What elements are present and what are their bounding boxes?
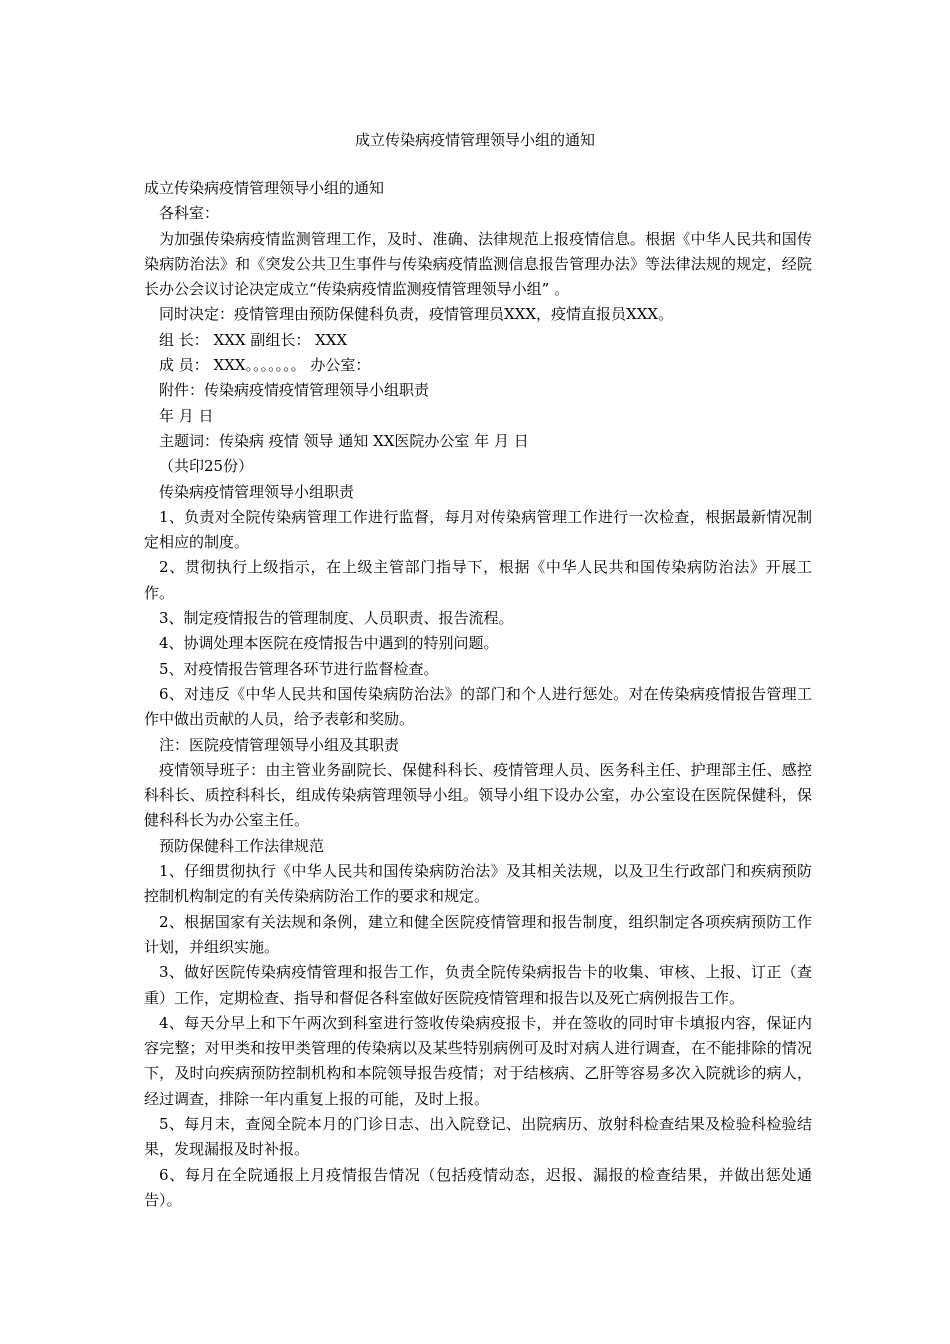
copies-line: （共印25份） [159, 457, 254, 476]
document-title: 成立传染病疫情管理领导小组的通知 [354, 131, 595, 149]
section-heading-duties: 传染病疫情管理领导小组职责 [159, 482, 355, 501]
section-heading-regulations: 预防保健科工作法律规范 [159, 836, 325, 855]
date-line: 年 月 日 [159, 406, 214, 425]
regulation-item: 5、每月末，查阅全院本月的门诊日志、出入院登记、出院病历、放射科检查结果及检验科检验结果，发现漏报及时补报。 [144, 1114, 812, 1159]
intro-paragraph: 为加强传染病疫情监测管理工作，及时、准确、法律规范上报疫情信息。根据《中华人民共和国传染病防治法》和《突发公共卫生事件与传染病疫情监测信息报告管理办法》等法律法规的规定，经院长办公会议讨论决定成立“传染病疫情监测疫情管理领导小组” 。 [144, 229, 812, 299]
regulation-item: 2、根据国家有关法规和条例，建立和健全医院疫情管理和报告制度，组织制定各项疾病预防工作计划，并组织实施。 [144, 912, 812, 956]
duty-item: 1、负责对全院传染病管理工作进行监督，每月对传染病管理工作进行一次检查，根据最新情况制定相应的制度。 [144, 507, 812, 552]
group-members-line: 成 员： XXX。。。。。。。 办公室： [159, 356, 371, 375]
attachment-line: 附件：传染病疫情疫情管理领导小组职责 [159, 381, 430, 400]
duty-item: 2、贯彻执行上级指示，在上级主管部门指导下，根据《中华人民共和国传染病防治法》开展工作。 [144, 558, 812, 602]
regulation-item: 6、每月在全院通报上月疫情报告情况（包括疫情动态，迟报、漏报的检查结果，并做出惩处通告）。 [144, 1165, 812, 1209]
leadership-paragraph: 疫情领导班子：由主管业务副院长、保健科科长、疫情管理人员、医务科主任、护理部主任、感控科科长、质控科科长，组成传染病管理领导小组。领导小组下设办公室，办公室设在医院保健科，保健科科长为办公室主任。 [144, 760, 812, 830]
regulation-item: 4、每天分早上和下午两次到科室进行签收传染病疫报卡，并在签收的同时审卡填报内容，保证内容完整；对甲类和按甲类管理的传染病以及某些特别病例可及时对病人进行调查，在不能排除的情况下，及时向疾病预防控制机构和本院领导报告疫情；对于结核病、乙肝等容易多次入院就诊的病人，经过调查，排除一年内重复上报的可能，及时上报。 [144, 1013, 812, 1108]
document-body [144, 176, 812, 1213]
duty-item: 3、制定疫情报告的管理制度、人员职责、报告流程。 [159, 609, 514, 628]
salutation: 各科室： [159, 204, 220, 223]
decision-paragraph: 同时决定：疫情管理由预防保健科负责，疫情管理员XXX，疫情直报员XXX。 [159, 305, 674, 324]
notice-heading: 成立传染病疫情管理领导小组的通知 [144, 179, 385, 197]
note-heading: 注：医院疫情管理领导小组及其职责 [159, 735, 400, 754]
regulation-item: 1、仔细贯彻执行《中华人民共和国传染病防治法》及其相关法规，以及卫生行政部门和疾病预防控制机构制定的有关传染病防治工作的要求和规定。 [144, 862, 812, 906]
duty-item: 5、对疫情报告管理各环节进行监督检查。 [159, 659, 439, 678]
duty-item: 4、协调处理本医院在疫情报告中遇到的特别问题。 [159, 634, 499, 653]
group-leaders-line: 组 长： XXX 副组长： XXX [159, 330, 348, 349]
duty-item: 6、对违反《中华人民共和国传染病防治法》的部门和个人进行惩处。对在传染病疫情报告管理工作中做出贡献的人员，给予表彰和奖励。 [144, 684, 812, 729]
subject-terms-line: 主题词：传染病 疫情 领导 通知 XX医院办公室 年 月 日 [159, 431, 529, 450]
regulation-item: 3、做好医院传染病疫情管理和报告工作，负责全院传染病报告卡的收集、审核、上报、订正（查重）工作，定期检查、指导和督促各科室做好医院疫情管理和报告以及死亡病例报告工作。 [144, 963, 812, 1007]
